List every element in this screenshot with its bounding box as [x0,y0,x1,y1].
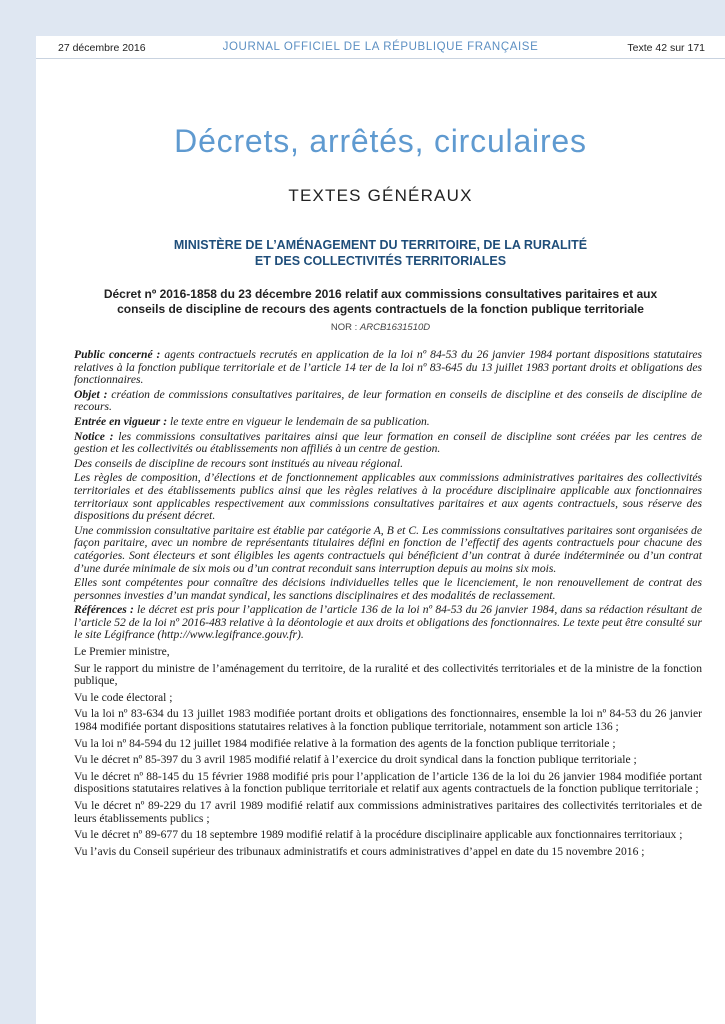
visa-loi-84-594: Vu la loi nº 84-594 du 12 juillet 1984 modifiée relative à la formation des agents de la fonction publique territoriale ; [74,736,616,750]
conseils-paragraph: Des conseils de discipline de recours sont institués au niveau régional. [74,456,403,470]
references-label: Références : [74,603,134,617]
document-body [74,349,702,860]
notice-paragraph [74,431,702,456]
entree-vigueur-paragraph [74,416,702,429]
entree-vigueur-label: Entrée en vigueur : [74,414,168,428]
journal-name: JOURNAL OFFICIEL DE LA RÉPUBLIQUE FRANÇAISE [222,41,539,53]
competentes-paragraph: Elles sont compétentes pour connaître des décisions individuelles telles que le licenciement, le non renouvellement de contrat des personnes investies d’un mandat syndical, les sanctions disciplinaires et des modalités de reclassement. [74,576,702,602]
decree-title-line-1: Décret nº 2016-1858 du 23 décembre 2016 relatif aux commissions consultatives paritaires et aux [103,287,658,301]
public-concerne-label: Public concerné : [74,348,161,361]
visa-avis-conseil: Vu l’avis du Conseil supérieur des tribunaux administratifs et cours administratives d’appel en date du 15 novembre 2016 ; [74,844,645,858]
nor-code: ARCB1631510D [359,322,431,333]
visa-decret-88-145: Vu le décret nº 88-145 du 15 février 1988 modifié pris pour l’application de l’article 136 de la loi du 26 janvier 1984 modifiée portant dispositions statutaires relatives à la fonction publique territoriale et relatif aux agents contractuels de la fonction publique territoriale ; [74,769,702,796]
visa-decret-89-229: Vu le décret nº 89-229 du 17 avril 1989 modifié relatif aux commissions administratives paritaires des collectivités territoriales et de leurs établissements publics ; [74,799,702,825]
visa-code-electoral: Vu le code électoral ; [74,690,173,704]
ministry-line-1: MINISTÈRE DE L’AMÉNAGEMENT DU TERRITOIRE, DE LA RURALITÉ [173,238,588,252]
notice-text: les commissions consultatives paritaires ainsi que leur formation en conseil de discipline sont créées par les centres de gestion et les collectivités ou établissements non affiliés à un centre de gestion. [74,429,702,456]
objet-text: création de commissions consultatives paritaires, de leur formation en conseils de discipline et des conseils de discipline de recours. [74,387,702,414]
nor-label: NOR : [330,322,360,333]
visa-decret-85-397: Vu le décret nº 85-397 du 3 avril 1985 modifié relatif à l’exercice du droit syndical dans la fonction publique territoriale ; [74,753,637,767]
ministry-line-2: ET DES COLLECTIVITÉS TERRITORIALES [254,254,507,268]
public-concerne-text: agents contractuels recrutés en application de la loi nº 84-53 du 26 janvier 1984 portant dispositions statutaires relatives à la fonction publique territoriale et de l’article 14 ter de la loi nº 83-645 du 13 juillet 1983 portant droits et obligations des fonctionnaires. [74,348,702,387]
entree-vigueur-text: le texte entre en vigueur le lendemain de sa publication. [167,414,430,428]
regles-paragraph: Les règles de composition, d’élections et de fonctionnement applicables aux commissions administratives paritaires des collectivités territoriales et des établissements publics ainsi que les règles relatives à la procédure disciplinaire applicable aux fonctionnaires territoriaux sont applicables respectivement aux commissions consultatives paritaires et aux agents contractuels, sous réserve des dispositions du présent décret. [74,471,702,523]
publication-date: 27 décembre 2016 [58,42,146,54]
rapport-paragraph: Sur le rapport du ministre de l’aménagement du territoire, de la ruralité et des collectivités territoriales et de la ministre de la fonction publique, [74,661,702,688]
notice-label: Notice : [74,429,114,443]
ministry-heading [36,237,725,269]
document-page [36,36,725,1024]
notice-block [74,349,702,642]
decree-title-line-2: conseils de discipline de recours des agents contractuels de la fonction publique territoriale [117,302,644,316]
objet-label: Objet : [74,387,108,401]
public-concerne-paragraph [74,349,702,387]
visa-loi-83-634: Vu la loi nº 83-634 du 13 juillet 1983 modifiée portant droits et obligations des fonctionnaires, ensemble la loi nº 84-53 du 26 janvier 1984 modifiée portant dispositions statutaires relatives à la fonction publique territoriale, notamment son article 136 ; [74,707,702,734]
decree-body [74,646,702,858]
references-paragraph [74,604,702,642]
decree-title [44,287,717,317]
commission-paragraph: Une commission consultative paritaire est établie par catégorie A, B et C. Les commissions consultatives paritaires sont organisées de façon paritaire, avec un nombre de représentants titulaires défini en fonction de l’effectif des agents contractuels pour chacune des catégories. Sont électeurs et sont éligibles les agents contractuels qui bénéficient d’un contrat à durée indéterminée ou d’un contrat d’une durée minimale de six mois ou d’un contrat reconduit sans interruption depuis au moins six mois. [74,523,702,575]
text-number: Texte 42 sur 171 [627,42,705,54]
references-text: le décret est pris pour l’application de l’article 136 de la loi nº 84-53 du 26 janvier 1984, dans sa rédaction résultant de l’article 52 de la loi nº 2016-483 relative à la déontologie et aux droits et obligations des fonctionnaires. Le texte peut être consulté sur le site Légifrance (http://www.legifrance.gouv.fr). [74,603,702,642]
journal-header [36,36,725,59]
subsection-title: TEXTES GÉNÉRAUX [288,186,473,205]
premier-ministre: Le Premier ministre, [74,645,170,659]
visa-decret-89-677: Vu le décret nº 89-677 du 18 septembre 1989 modifié relatif à la procédure disciplinaire applicable aux fonctionnaires territoriaux ; [74,828,683,842]
nor-reference [36,322,725,333]
section-title: Décrets, arrêtés, circulaires [174,123,587,159]
objet-paragraph [74,389,702,414]
